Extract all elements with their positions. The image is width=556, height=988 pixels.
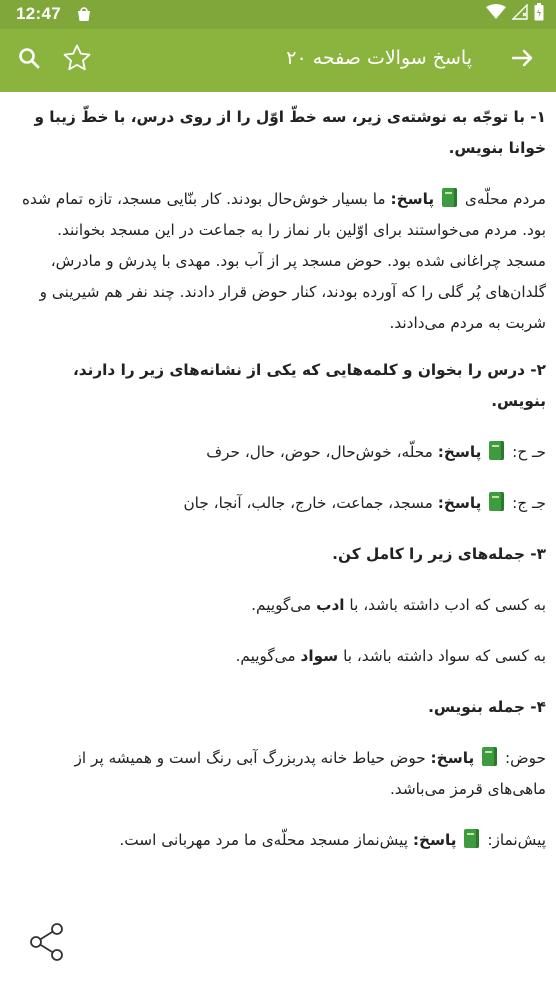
search-icon bbox=[17, 46, 41, 74]
question-3-sentence-1 bbox=[18, 590, 546, 621]
book-icon bbox=[482, 747, 497, 766]
app-bar bbox=[0, 29, 556, 92]
search-button[interactable] bbox=[15, 46, 43, 74]
question-4-answer-2 bbox=[18, 825, 546, 856]
sentence-text: به کسی که ادب داشته باشد، با bbox=[349, 596, 546, 614]
answer-text: پیش‌نماز مسجد محلّه‌ی ما مرد مهربانی است. bbox=[119, 831, 408, 849]
book-icon bbox=[489, 441, 504, 460]
app-notification-icon bbox=[75, 5, 93, 23]
answer-word: سواد bbox=[300, 647, 339, 665]
answer-label: پاسخ: bbox=[437, 443, 482, 461]
question-2-answer-2 bbox=[18, 488, 546, 519]
answer-label: پاسخ: bbox=[412, 831, 457, 849]
answer-prefix: پیش‌نماز: bbox=[487, 831, 546, 849]
book-icon bbox=[489, 492, 504, 511]
answer-text: مسجد، جماعت، خارج، جالب، آنجا، جان bbox=[183, 494, 433, 512]
question-3-heading: ۳- جمله‌های زیر را کامل کن. bbox=[332, 545, 546, 563]
answer-label: پاسخ: bbox=[437, 494, 482, 512]
page-title: پاسخ سوالات صفحه ۲۰ bbox=[286, 47, 472, 69]
question-1-answer bbox=[18, 184, 546, 339]
question-2-answer-1 bbox=[18, 437, 546, 468]
answer-word: ادب bbox=[316, 596, 345, 614]
arrow-back-icon bbox=[510, 46, 534, 74]
signal-icon bbox=[512, 4, 528, 24]
answer-prefix: مردم محلّه‌ی bbox=[464, 190, 546, 208]
book-icon bbox=[442, 188, 457, 207]
favorite-button[interactable] bbox=[63, 46, 91, 74]
answer-text: محلّه، خوش‌حال، حوض، حال، حرف bbox=[206, 443, 433, 461]
question-1-heading: ۱- با توجّه به نوشته‌ی زیر، سه خطّ اوّل را از روی درس، با خطّ زیبا و خوانا بنویس. bbox=[34, 108, 546, 157]
question-4-heading: ۴- جمله بنویس. bbox=[428, 698, 546, 716]
answer-prefix: حوض: bbox=[504, 749, 546, 767]
status-icons bbox=[486, 5, 544, 23]
status-time: 12:47 bbox=[16, 4, 61, 23]
sentence-text: به کسی که سواد داشته باشد، با bbox=[343, 647, 546, 665]
answer-prefix: حـ ح: bbox=[512, 443, 546, 461]
question-4-answer-1 bbox=[18, 743, 546, 805]
wifi-icon bbox=[486, 4, 506, 24]
answers-content bbox=[18, 102, 546, 856]
question-2-heading: ۲- درس را بخوان و کلمه‌هایی که یکی از نشانه‌های زیر را دارند، بنویس. bbox=[72, 361, 546, 410]
answer-prefix: جـ ج: bbox=[512, 494, 546, 512]
book-icon bbox=[464, 829, 479, 848]
share-button[interactable] bbox=[28, 922, 66, 962]
battery-icon bbox=[534, 3, 544, 25]
star-outline-icon bbox=[62, 43, 92, 77]
sentence-text: می‌گوییم. bbox=[235, 647, 296, 665]
back-button[interactable] bbox=[508, 46, 536, 74]
sentence-text: می‌گوییم. bbox=[251, 596, 312, 614]
share-icon bbox=[28, 947, 66, 966]
answer-label: پاسخ: bbox=[430, 749, 475, 767]
answer-label: پاسخ: bbox=[390, 190, 435, 208]
answer-text: ما بسیار خوش‌حال بودند. کار بنّایی مسجد، تازه تمام شده بود. مردم می‌خواستند برای اوّلین بار نماز را به جماعت در این مسجد بخوانند. مسجد چراغانی شده بود. حوض مسجد پر از آب بود. مهدی با پدرش و مادرش، گلدان‌های پُر گلی را که آورده بودند، کنار حوض قرار دادند. چند نفر هم شیرینی و شربت به مردم می‌دادند. bbox=[22, 190, 546, 332]
answer-text: حوض حیاط خانه پدربزرگ آبی رنگ است و همیشه پر از ماهی‌های قرمز می‌باشد. bbox=[74, 749, 546, 798]
question-3-sentence-2 bbox=[18, 641, 546, 672]
status-bar bbox=[0, 0, 556, 29]
